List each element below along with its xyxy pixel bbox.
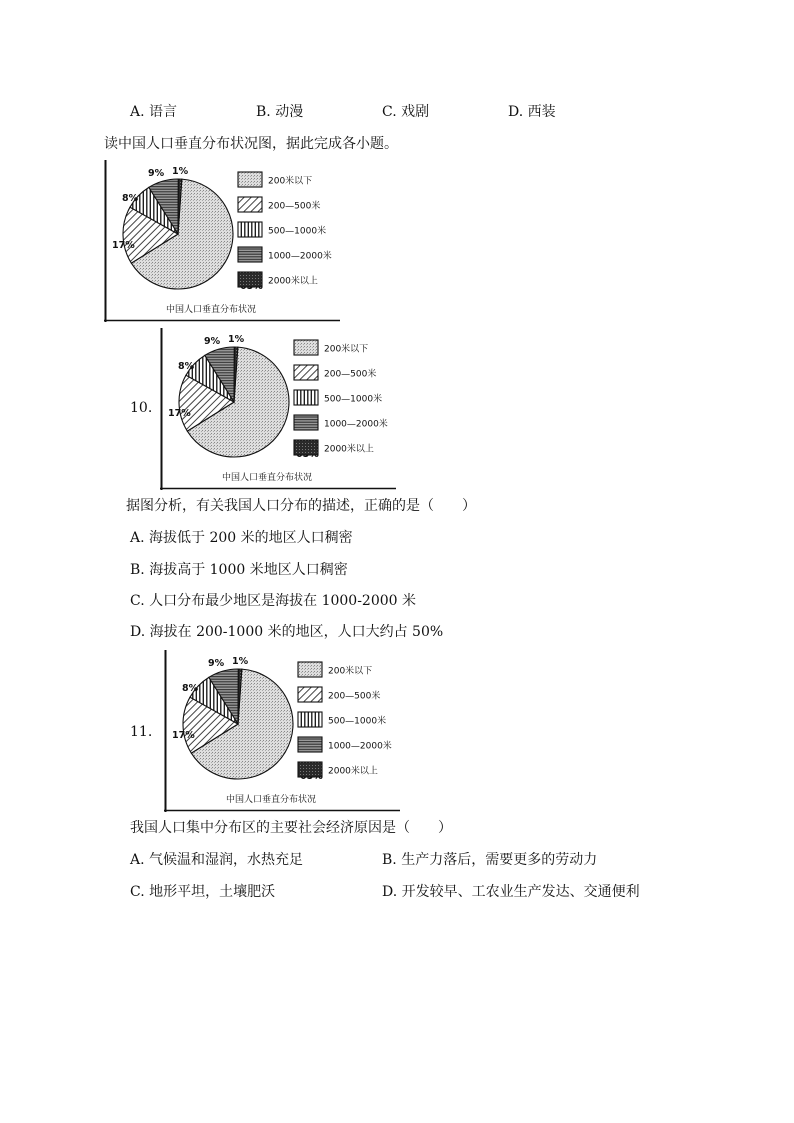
legend-swatch-1 xyxy=(294,365,318,380)
legend-label-1: 200—500米 xyxy=(328,691,381,702)
q11-option-a: A. 气候温和湿润，水热充足 xyxy=(130,852,304,868)
legend-swatch-4 xyxy=(294,440,318,455)
pie-chart xyxy=(104,160,340,322)
q11-option-c: C. 地形平坦，土壤肥沃 xyxy=(130,884,276,900)
legend-swatch-3 xyxy=(238,247,262,262)
legend-swatch-0 xyxy=(238,172,262,187)
top-option-d: D. 西装 xyxy=(508,104,556,120)
q11-option-d: D. 开发较早、工农业生产发达、交通便利 xyxy=(382,884,640,900)
top-option-c: C. 戏剧 xyxy=(382,104,430,120)
q11-option-b: B. 生产力落后，需要更多的劳动力 xyxy=(382,852,598,868)
q10-option-b: B. 海拔高于 1000 米地区人口稠密 xyxy=(130,562,348,578)
slice-label-3: 9% xyxy=(204,336,221,347)
legend-swatch-0 xyxy=(294,340,318,355)
question-11-number: 11. xyxy=(130,724,153,740)
pie-figure-intro xyxy=(104,160,340,322)
legend-label-4: 2000米以上 xyxy=(268,276,318,287)
legend-swatch-4 xyxy=(298,762,322,777)
legend-swatch-3 xyxy=(298,737,322,752)
pie-chart xyxy=(164,650,400,812)
legend-label-4: 2000米以上 xyxy=(324,444,374,455)
slice-label-3: 9% xyxy=(148,168,165,179)
legend-swatch-3 xyxy=(294,415,318,430)
legend-label-0: 200米以下 xyxy=(324,344,369,355)
legend-label-1: 200—500米 xyxy=(324,369,377,380)
slice-label-4: 1% xyxy=(172,166,189,177)
slice-label-2: 8% xyxy=(178,361,195,372)
slice-label-2: 8% xyxy=(182,683,199,694)
q10-option-c: C. 人口分布最少地区是海拔在 1000-2000 米 xyxy=(130,593,417,609)
legend-swatch-4 xyxy=(238,272,262,287)
legend-label-0: 200米以下 xyxy=(328,666,373,677)
legend-swatch-2 xyxy=(298,712,322,727)
question-10-number: 10. xyxy=(130,400,153,416)
top-option-b: B. 动漫 xyxy=(256,104,304,120)
chart-caption: 中国人口垂直分布状况 xyxy=(166,305,257,315)
legend-label-4: 2000米以上 xyxy=(328,766,378,777)
slice-label-3: 9% xyxy=(208,658,225,669)
slice-label-1: 17% xyxy=(172,730,195,741)
slice-label-4: 1% xyxy=(228,334,245,345)
legend-swatch-1 xyxy=(298,687,322,702)
legend-swatch-1 xyxy=(238,197,262,212)
chart-caption: 中国人口垂直分布状况 xyxy=(222,473,313,483)
question-10-stem: 据图分析，有关我国人口分布的描述，正确的是（ ） xyxy=(126,498,476,514)
slice-label-1: 17% xyxy=(112,240,135,251)
legend-label-2: 500—1000米 xyxy=(268,226,327,237)
pie-figure-q10 xyxy=(160,328,396,490)
slice-label-1: 17% xyxy=(168,408,191,419)
q10-option-d: D. 海拔在 200-1000 米的地区，人口大约占 50% xyxy=(130,624,444,640)
legend-label-3: 1000—2000米 xyxy=(324,419,388,430)
legend-swatch-2 xyxy=(294,390,318,405)
legend-swatch-2 xyxy=(238,222,262,237)
legend-label-1: 200—500米 xyxy=(268,201,321,212)
legend-label-3: 1000—2000米 xyxy=(328,741,392,752)
pie-chart xyxy=(160,328,396,490)
chart-caption: 中国人口垂直分布状况 xyxy=(226,795,317,805)
slice-label-2: 8% xyxy=(122,193,139,204)
pie-figure-q11 xyxy=(164,650,400,812)
legend-label-0: 200米以下 xyxy=(268,176,313,187)
slice-label-4: 1% xyxy=(232,656,249,667)
q10-option-a: A. 海拔低于 200 米的地区人口稠密 xyxy=(130,530,353,546)
intro-text: 读中国人口垂直分布状况图，据此完成各小题。 xyxy=(104,136,398,152)
top-option-a: A. 语言 xyxy=(130,104,178,120)
legend-swatch-0 xyxy=(298,662,322,677)
legend-label-2: 500—1000米 xyxy=(328,716,387,727)
question-11-stem: 我国人口集中分布区的主要社会经济原因是（ ） xyxy=(130,820,452,836)
legend-label-3: 1000—2000米 xyxy=(268,251,332,262)
legend-label-2: 500—1000米 xyxy=(324,394,383,405)
